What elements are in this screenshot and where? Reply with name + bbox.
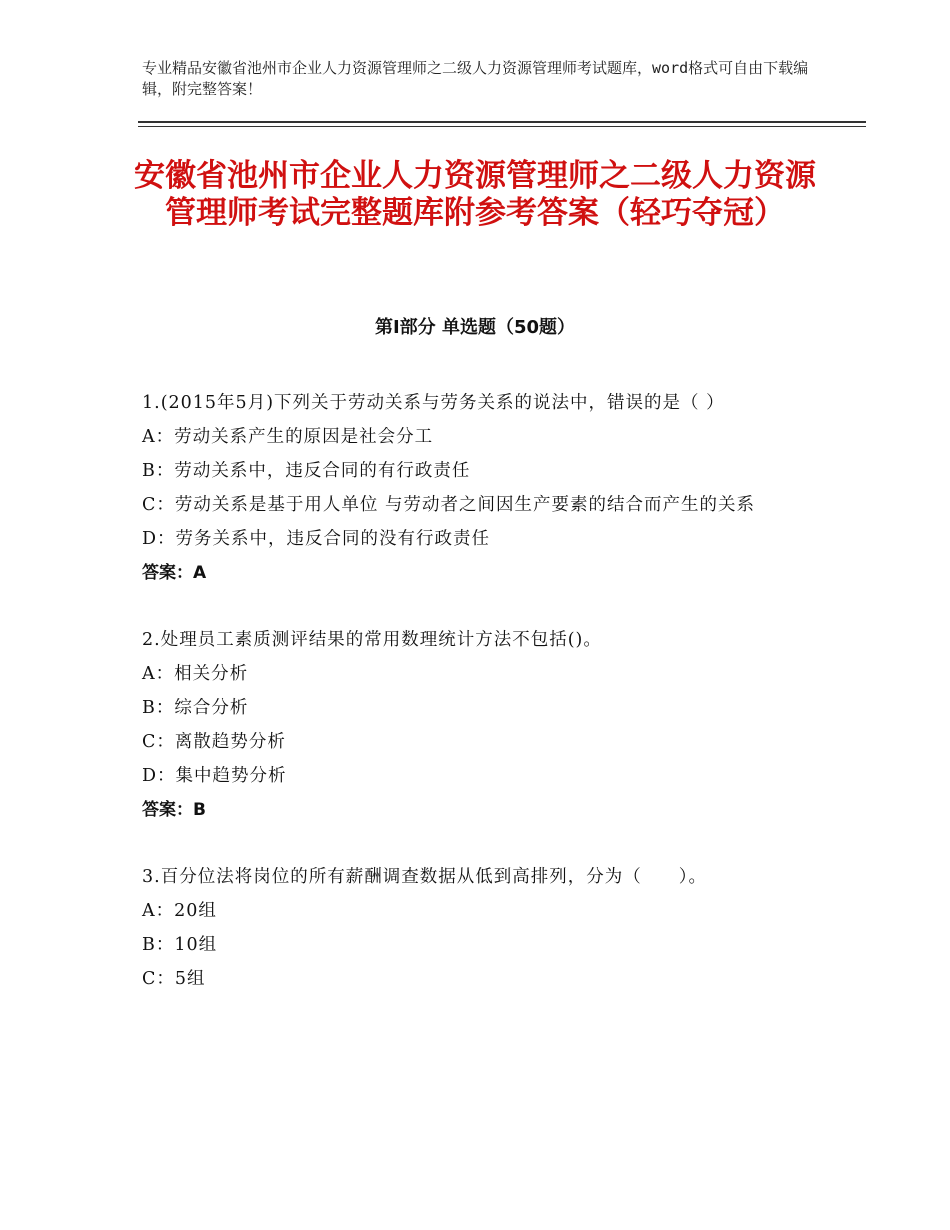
option-c: C：离散趋势分析 <box>142 732 286 752</box>
option-b: B：劳动关系中，违反合同的有行政责任 <box>142 461 471 481</box>
answer-label: 答案：B <box>142 800 206 820</box>
option-c: C：劳动关系是基于用人单位 与劳动者之间因生产要素的结合而产生的关系 <box>142 495 755 515</box>
question-1 <box>142 386 812 590</box>
header-divider-thick <box>138 121 866 123</box>
question-3 <box>142 860 812 996</box>
option-d: D：劳务关系中，违反合同的没有行政责任 <box>142 529 491 549</box>
option-c: C：5组 <box>142 969 206 989</box>
section-heading: 第Ⅰ部分 单选题（50题） <box>374 317 575 338</box>
header-divider-thin <box>138 126 866 127</box>
option-b: B：10组 <box>142 935 218 955</box>
option-a: A：相关分析 <box>142 664 249 684</box>
option-a: A：劳动关系产生的原因是社会分工 <box>142 427 434 447</box>
question-list <box>142 386 812 1029</box>
option-a: A：20组 <box>142 901 217 921</box>
answer-label: 答案：A <box>142 563 207 583</box>
header-note: 专业精品安徽省池州市企业人力资源管理师之二级人力资源管理师考试题库，word格式可自由下载编辑，附完整答案！ <box>142 59 809 98</box>
document-title: 安徽省池州市企业人力资源管理师之二级人力资源管理师考试完整题库附参考答案（轻巧夺冠） <box>134 158 816 231</box>
question-stem: 2.处理员工素质测评结果的常用数理统计方法不包括()。 <box>142 630 602 650</box>
question-2 <box>142 623 812 827</box>
question-stem: 1.(2015年5月)下列关于劳动关系与劳务关系的说法中，错误的是（ ） <box>142 393 725 413</box>
option-b: B：综合分析 <box>142 698 249 718</box>
option-d: D：集中趋势分析 <box>142 766 287 786</box>
question-stem: 3.百分位法将岗位的所有薪酬调查数据从低到高排列，分为（ ）。 <box>142 867 707 887</box>
